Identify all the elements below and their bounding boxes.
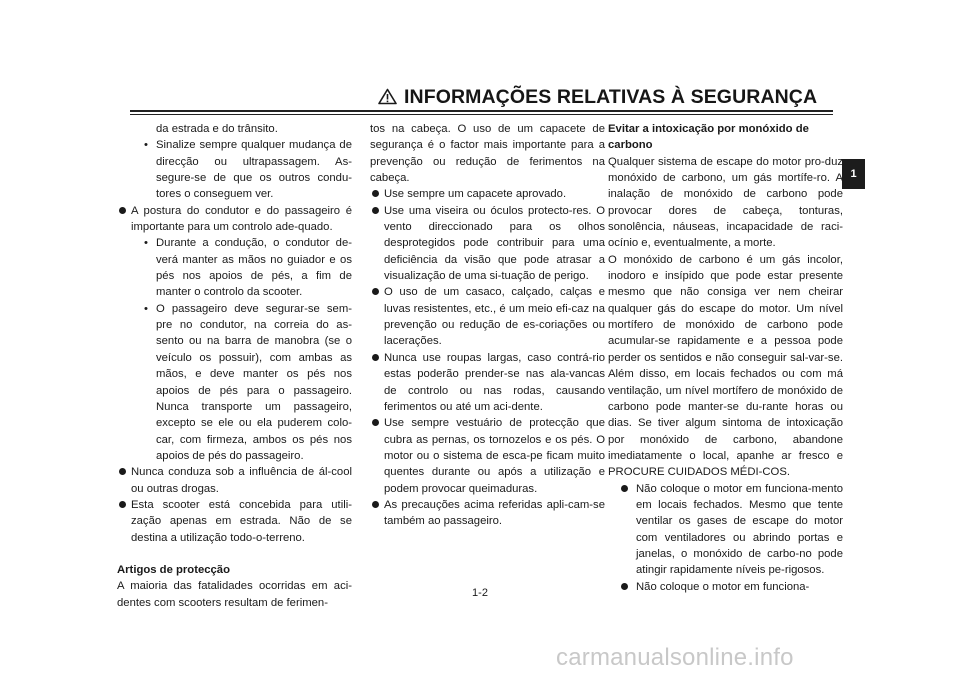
bullet-list [370,186,605,529]
bullet-list [117,464,352,546]
bullet-item: Nunca conduza sob a influência de ál-cool ou outras drogas. [117,464,352,497]
chapter-tab: 1 [842,159,865,189]
sub-bullet-item: • Sinalize sempre qualquer mudança de direcção ou ultrapassagem. As-segure-se de que os outros condu-tores o conseguem ver. [117,137,352,202]
bullet-item: Use sempre um capacete aprovado. [370,186,605,202]
bullet-item: A postura do condutor e do passageiro é importante para um controlo ade-quado. [117,203,352,236]
section-heading: Artigos de protecção [117,563,230,576]
watermark: carmanualsonline.info [556,644,794,671]
bullet-list [117,203,352,236]
page-header [378,86,838,110]
text-column-1 [117,121,352,611]
bullet-item: Não coloque o motor em funciona- [608,579,843,595]
text-column-2 [370,121,605,530]
warning-triangle-icon [378,88,397,105]
bullet-item: Não coloque o motor em funciona-mento em locais fechados. Mesmo que tente ventilar os gases de escape do motor com ventiladores ou abrindo portas e janelas, o monóxido de carbo-no pode atingir rapidamente níveis pe-rigosos. [608,481,843,579]
body-paragraph: Qualquer sistema de escape do motor pro-duz monóxido de carbono, um gás mortífe-ro. A inalação de monóxido de carbono pode provocar dores de cabeça, tonturas, sonolência, náuseas, incapacidade de raci-ocínio e, eventualmente, a morte. [608,155,843,250]
bullet-item: O uso de um casaco, calçado, calças e luvas resistentes, etc., é um meio efi-caz na prevenção ou redução de es-coriações ou lacerações. [370,284,605,349]
page-number: 1-2 [472,587,488,599]
header-rule-thin [130,114,833,115]
text-column-3 [608,121,843,595]
page-title: INFORMAÇÕES RELATIVAS À SEGURANÇA [404,86,818,108]
bullet-item: Esta scooter está concebida para utili-zação apenas em estrada. Não de se destina a utilização todo-o-terreno. [117,497,352,546]
bullet-list [608,481,843,595]
bullet-item: As precauções acima referidas apli-cam-se também ao passageiro. [370,497,605,530]
section-heading: Evitar a intoxicação por monóxido de carbono [608,123,809,152]
bullet-item: Nunca use roupas largas, caso contrá-rio estas poderão prender-se nas ala-vancas de controlo ou nas rodas, causando ferimentos ou até um aci-dente. [370,350,605,415]
sub-list [117,235,352,464]
sub-bullet-item: • Durante a condução, o condutor de-verá manter as mãos no guiador e os pés nos apoios de pés, a fim de manter o controlo da scooter. [117,235,352,300]
header-rule [130,110,833,112]
bullet-item: Use sempre vestuário de protecção que cubra as pernas, os tornozelos e os pés. O motor ou o sistema de esca-pe ficam muito quentes durante ou após a utilização e podem provocar queimaduras. [370,415,605,497]
body-paragraph: O monóxido de carbono é um gás incolor, inodoro e insípido que pode estar presente mesmo que não consiga ver nem cheirar qualquer gás do escape do motor. Um nível mortífero de monóxido de carbono pode acumular-se rapidamente e a pessoa pode perder os sentidos e não conseguir sal-var-se. Além disso, em locais fechados ou com má ventilação, um nível mortífero de monóxido de carbono pode manter-se du-rante horas ou dias. Se tiver algum sintoma de intoxicação por monóxido de carbono, abandone imediatamente o local, apanhe ar fresco e PROCURE CUIDADOS MÉDI-COS. [608,253,843,479]
sub-list [117,137,352,202]
body-paragraph: A maioria das fatalidades ocorridas em aci-dentes com scooters resultam de ferimen- [117,580,352,609]
bullet-item: Use uma viseira ou óculos protecto-res. O vento direccionado para os olhos desprotegidos pode contribuir para uma deficiência da visão que pode atrasar a visualização de uma si-tuação de perigo. [370,203,605,285]
sub-bullet-item: • O passageiro deve segurar-se sem-pre no condutor, na correia do as-sento ou na barra de manobra (se o veículo os possuir), com ambas as mãos, e deve manter os pés nos apoios de pés para o passageiro. Nunca transporte um passageiro, excepto se ele ou ela puderem colo-car, com firmeza, ambos os pés nos apoios de pés do passageiro. [117,301,352,464]
continued-text: da estrada e do trânsito. [156,123,278,135]
body-paragraph: tos na cabeça. O uso de um capacete de segurança é o factor mais importante para a prevenção ou redução de ferimentos na cabeça. [370,123,605,185]
